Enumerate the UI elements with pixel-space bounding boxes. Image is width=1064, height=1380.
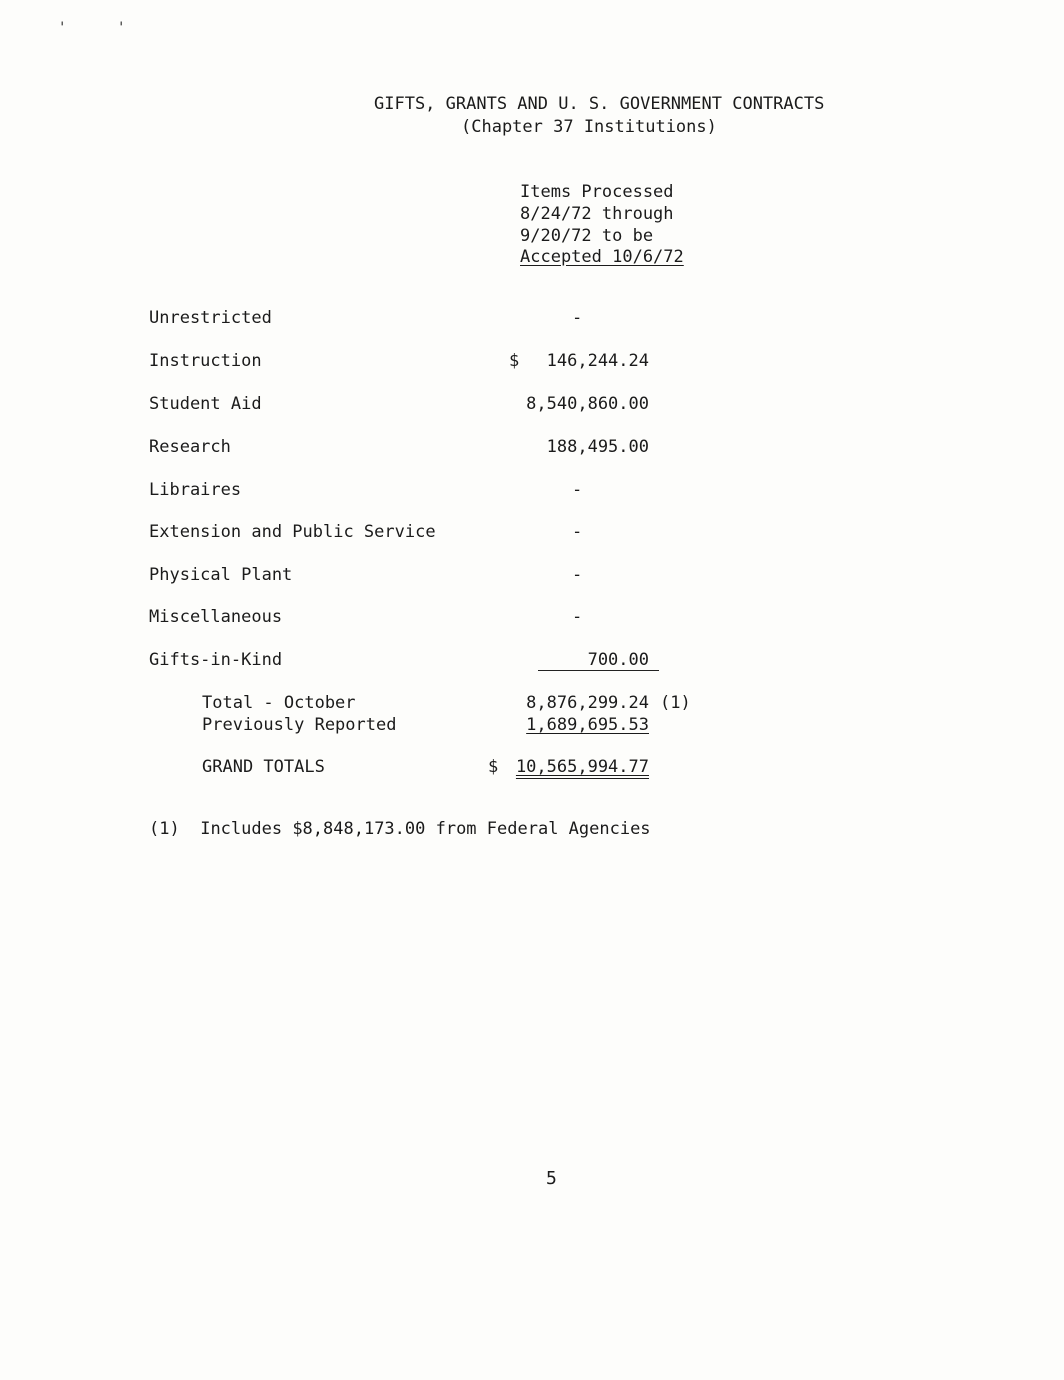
total-october-note: (1) xyxy=(660,693,691,713)
stray-mark-right: ' xyxy=(117,20,126,36)
total-october-value: 8,876,299.24 xyxy=(526,693,649,713)
total-october-label: Total - October xyxy=(202,693,356,713)
row-value-libraries: - xyxy=(572,480,583,500)
grand-totals-value: 10,565,994.77 xyxy=(515,757,649,777)
row-currency-instruction: $ xyxy=(509,351,520,371)
column-header-line1: Items Processed xyxy=(520,182,674,202)
row-value-extension-public-service: - xyxy=(572,522,583,542)
previously-reported-label: Previously Reported xyxy=(202,715,397,735)
column-header-line4: Accepted 10/6/72 xyxy=(520,247,684,267)
row-label-miscellaneous: Miscellaneous xyxy=(149,607,283,627)
row-label-instruction: Instruction xyxy=(149,351,262,371)
column-header-line3: 9/20/72 to be xyxy=(520,226,654,246)
row-label-physical-plant: Physical Plant xyxy=(149,565,293,585)
document-subtitle: (Chapter 37 Institutions) xyxy=(461,117,717,137)
row-label-extension-public-service: Extension and Public Service xyxy=(149,522,436,542)
row-label-student-aid: Student Aid xyxy=(149,394,262,414)
row-value-research: 188,495.00 xyxy=(546,437,649,457)
row-value-miscellaneous: - xyxy=(572,607,583,627)
footnote-marker: (1) xyxy=(149,819,180,839)
row-value-unrestricted: - xyxy=(572,308,583,328)
document-title: GIFTS, GRANTS AND U. S. GOVERNMENT CONTRACTS xyxy=(374,94,825,114)
column-header-line2: 8/24/72 through xyxy=(520,204,674,224)
row-label-unrestricted: Unrestricted xyxy=(149,308,272,328)
row-label-libraries: Libraires xyxy=(149,480,242,500)
grand-totals-currency: $ xyxy=(488,757,499,777)
row-label-research: Research xyxy=(149,437,231,457)
row-value-instruction: 146,244.24 xyxy=(546,351,649,371)
row-value-physical-plant: - xyxy=(572,565,583,585)
grand-totals-label: GRAND TOTALS xyxy=(202,757,325,777)
previously-reported-value: 1,689,695.53 xyxy=(526,715,649,735)
row-label-gifts-in-kind: Gifts-in-Kind xyxy=(149,650,283,670)
gifts-in-kind-underline xyxy=(538,670,659,671)
row-value-student-aid: 8,540,860.00 xyxy=(526,394,649,414)
stray-mark-left: ' xyxy=(58,20,67,36)
footnote-text: Includes $8,848,173.00 from Federal Agencies xyxy=(200,819,651,839)
footnote xyxy=(149,819,651,840)
row-value-gifts-in-kind: 700.00 xyxy=(587,650,649,670)
page-number: 5 xyxy=(546,1168,557,1189)
